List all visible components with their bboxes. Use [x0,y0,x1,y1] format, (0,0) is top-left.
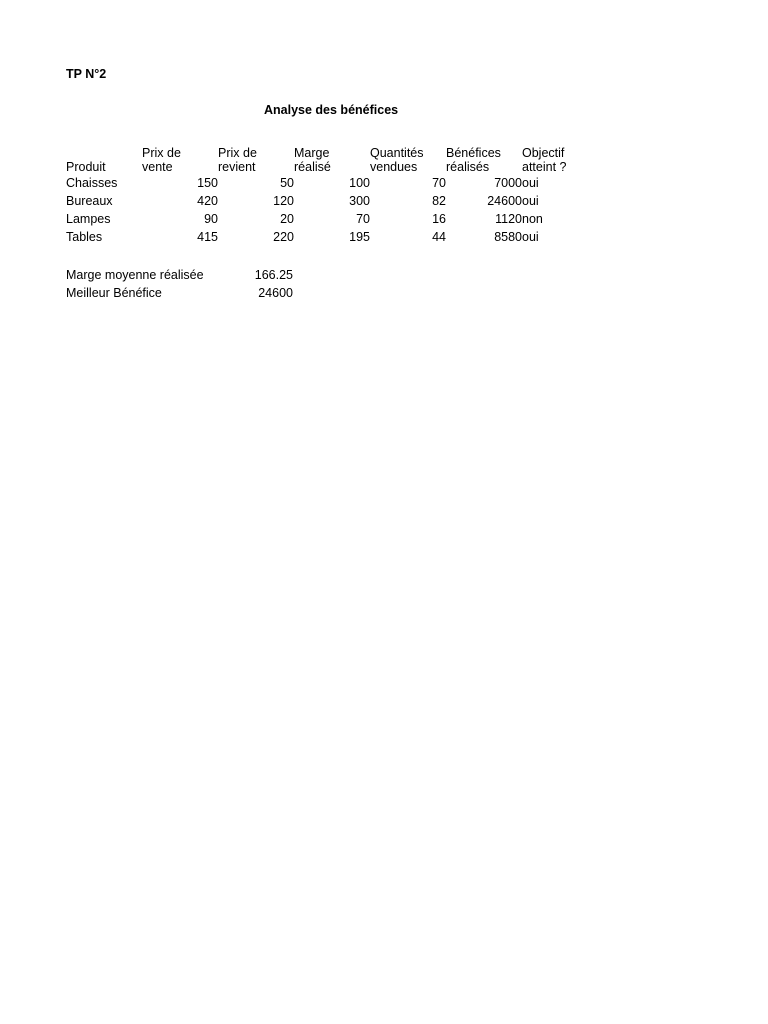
cell-margin: 100 [349,176,370,190]
summary-table [66,266,293,302]
cell-selling-price: 420 [197,194,218,208]
cell-cost-price: 120 [273,194,294,208]
cell-margin: 195 [349,230,370,244]
cell-profit: 7000 [494,176,522,190]
table-row [66,174,582,192]
table-row [66,192,582,210]
header-product: Produit [66,160,106,174]
average-margin-label: Marge moyenne réalisée [66,268,204,282]
document-label: TP N°2 [66,67,107,81]
summary-row-average-margin [66,266,293,284]
cell-quantity: 16 [432,212,446,226]
cell-selling-price: 90 [204,212,218,226]
cell-quantity: 44 [432,230,446,244]
header-margin: Marge réalisé [294,146,331,174]
header-row [66,145,582,174]
cell-target: oui [522,194,539,208]
table-row [66,228,582,246]
header-target: Objectif atteint ? [522,146,567,174]
header-profit: Bénéfices réalisés [446,146,501,174]
summary-row-best-profit [66,284,293,302]
profit-table [66,145,582,246]
header-quantity: Quantités vendues [370,146,424,174]
header-selling-price: Prix de vente [142,146,181,174]
cell-product: Tables [66,230,103,244]
cell-profit: 1120 [495,212,522,226]
cell-quantity: 70 [432,176,446,190]
table-row [66,210,582,228]
header-cost-price: Prix de revient [218,146,257,174]
best-profit-label: Meilleur Bénéfice [66,286,162,300]
cell-target: non [522,212,543,226]
cell-margin: 300 [349,194,370,208]
cell-product: Chaisses [66,176,118,190]
cell-cost-price: 220 [273,230,294,244]
cell-margin: 70 [356,212,370,226]
best-profit-value: 24600 [258,286,293,300]
cell-cost-price: 50 [280,176,294,190]
cell-profit: 8580 [494,230,522,244]
average-margin-value: 166.25 [254,268,293,282]
cell-target: oui [522,176,539,190]
cell-product: Lampes [66,212,111,226]
cell-profit: 24600 [487,194,522,208]
cell-target: oui [522,230,539,244]
cell-cost-price: 20 [280,212,294,226]
cell-quantity: 82 [432,194,446,208]
cell-selling-price: 150 [197,176,218,190]
sheet-title: Analyse des bénéfices [264,103,399,117]
cell-selling-price: 415 [197,230,218,244]
cell-product: Bureaux [66,194,113,208]
